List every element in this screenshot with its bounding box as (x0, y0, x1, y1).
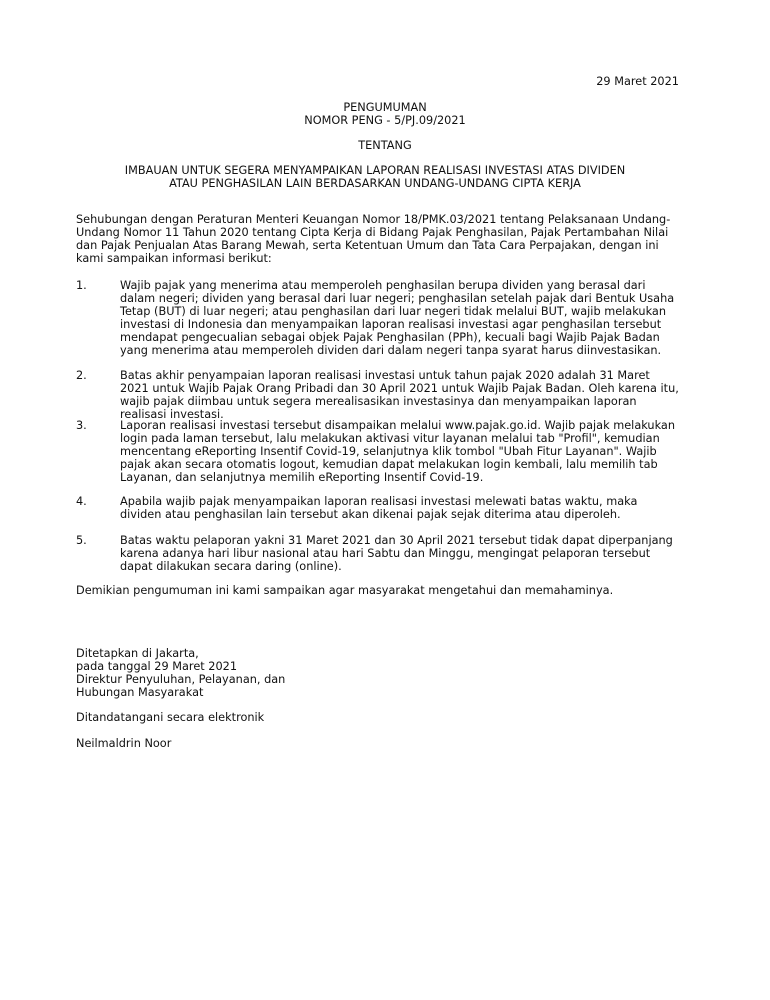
list-item-text: Batas waktu pelaporan yakni 31 Maret 2021 dan 30 April 2021 tersebut tidak dapat diperpanjang karena adanya hari libur nasional atau hari Sabtu dan Minggu, mengingat pelaporan tersebut dapat dilakukan secara daring (online). (120, 534, 673, 573)
document-heading: PENGUMUMAN (343, 101, 427, 114)
list-item-number: 3. (76, 419, 87, 432)
closing-paragraph: Demikian pengumuman ini kami sampaikan agar masyarakat mengetahui dan memahaminya. (76, 584, 614, 597)
list-item-text: Laporan realisasi investasi tersebut disampaikan melalui www.pajak.go.id. Wajib pajak melakukan login pada laman tersebut, lalu melakukan aktivasi vitur layanan melalui tab "Profil", kemudian mencentang eReporting Insentif Covid-19, selanjutnya klik tombol "Ubah Fitur Layanan". Wajib pajak akan secara otomatis logout, kemudian dapat melakukan login kembali, lalu memilih tab Layanan, dan selanjutnya memilih eReporting Insentif Covid-19. (120, 419, 676, 484)
list-item-number: 4. (76, 495, 87, 508)
list-item-text: Wajib pajak yang menerima atau memperoleh penghasilan berupa dividen yang berasal dari dalam negeri; dividen yang berasal dari luar negeri; penghasilan setelah pajak dari Bentuk Usaha Tetap (BUT) di luar negeri; atau penghasilan dari luar negeri tidak melalui BUT, wajib melakukan investasi di Indonesia dan menyampaikan laporan realisasi investasi agar penghasilan tersebut mendapat pengecualian sebagai objek Pajak Penghasilan (PPh), kecuali bagi Wajib Pajak Badan yang menerima atau memperoleh dividen dari dalam negeri tanpa syarat harus diinvestasikan. (120, 279, 675, 357)
document-date: 29 Maret 2021 (596, 75, 679, 88)
signature-place: Ditetapkan di Jakarta, (76, 647, 199, 660)
signatory-name: Neilmaldrin Noor (76, 737, 172, 750)
signature-electronic-note: Ditandatangani secara elektronik (76, 711, 265, 724)
list-item-number: 5. (76, 534, 87, 547)
list-item-number: 1. (76, 279, 87, 292)
document-subject: IMBAUAN UNTUK SEGERA MENYAMPAIKAN LAPORAN REALISASI INVESTASI ATAS DIVIDEN ATAU PENGHASILAN LAIN BERDASARKAN UNDANG-UNDANG CIPTA KERJA (124, 164, 626, 190)
about-label: TENTANG (358, 139, 412, 152)
list-item-text: Apabila wajib pajak menyampaikan laporan realisasi investasi melewati batas waktu, maka dividen atau penghasilan lain tersebut akan dikenai pajak sejak diterima atau diperoleh. (120, 495, 638, 521)
signature-title-line1: Direktur Penyuluhan, Pelayanan, dan (76, 673, 286, 686)
signature-date: pada tanggal 29 Maret 2021 (76, 660, 238, 673)
intro-paragraph: Sehubungan dengan Peraturan Menteri Keuangan Nomor 18/PMK.03/2021 tentang Pelaksanaan Undang-Undang Nomor 11 Tahun 2020 tentang Cipta Kerja di Bidang Pajak Penghasilan, Pajak Pertambahan Nilai dan Pajak Penjualan Atas Barang Mewah, serta Ketentuan Umum dan Tata Cara Perpajakan, dengan ini kami sampaikan informasi berikut: (76, 213, 671, 265)
list-item-number: 2. (76, 369, 87, 382)
signature-title-line2: Hubungan Masyarakat (76, 686, 204, 699)
list-item-text: Batas akhir penyampaian laporan realisasi investasi untuk tahun pajak 2020 adalah 31 Maret 2021 untuk Wajib Pajak Orang Pribadi dan 30 April 2021 untuk Wajib Pajak Badan. Oleh karena itu, wajib pajak diimbau untuk segera merealisasikan investasinya dan menyampaikan laporan realisasi investasi. (120, 369, 679, 421)
document-number: NOMOR PENG - 5/PJ.09/2021 (304, 114, 466, 127)
